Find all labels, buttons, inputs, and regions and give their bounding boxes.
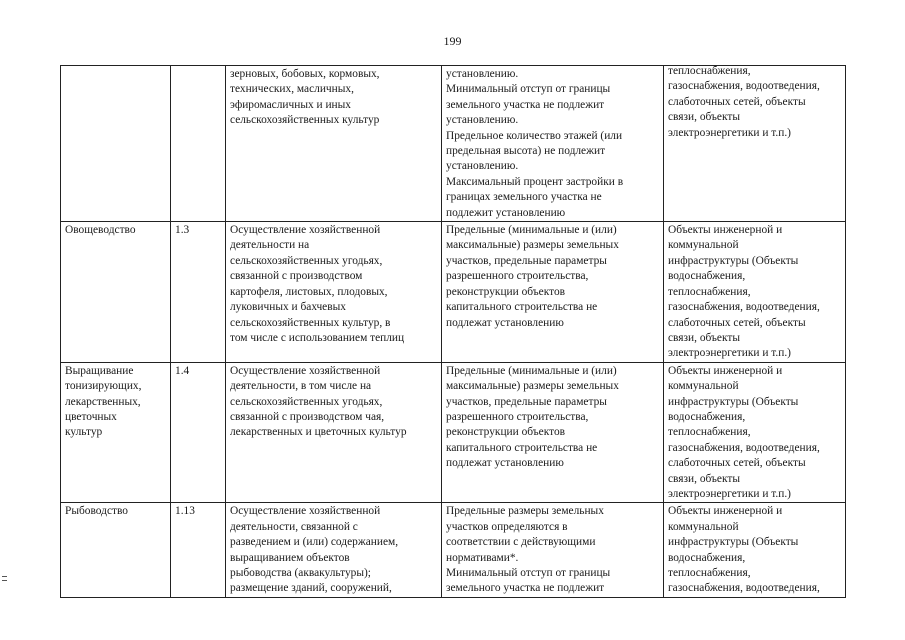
table-body xyxy=(61,66,846,598)
parameters-line: капитального строительства не xyxy=(446,441,598,454)
auxiliary-line: связи, объекты xyxy=(668,111,740,124)
auxiliary-uses-cell xyxy=(664,362,846,503)
auxiliary-line: водоснабжения, xyxy=(668,410,746,423)
parameters-line: Минимальный отступ от границы xyxy=(446,567,611,579)
auxiliary-uses-cell xyxy=(664,222,846,363)
parameters-line: Предельные размеры земельных xyxy=(446,505,604,518)
parameters-line: соответствии с действующими xyxy=(446,536,596,549)
description-line: зерновых, бобовых, кормовых, xyxy=(230,68,380,80)
description-line: Осуществление хозяйственной xyxy=(230,224,381,237)
parameters-line: реконструкции объектов xyxy=(446,285,566,298)
auxiliary-line: коммунальной xyxy=(668,239,739,252)
parameters-cell xyxy=(442,362,664,503)
auxiliary-line: газоснабжения, водоотведения, xyxy=(668,301,820,314)
auxiliary-line: Объекты инженерной и xyxy=(668,505,783,518)
auxiliary-line: газоснабжения, водоотведения, xyxy=(668,80,820,93)
parameters-line: предельная высота) не подлежит xyxy=(446,145,606,158)
use-name-line: лекарственных, xyxy=(65,395,141,408)
parameters-line: установлению. xyxy=(446,160,519,173)
description-line: эфиромасличных и иных xyxy=(230,98,351,111)
auxiliary-line: инфраструктуры (Объекты xyxy=(668,254,799,267)
use-description-cell xyxy=(226,503,442,597)
auxiliary-line: инфраструктуры (Объекты xyxy=(668,395,799,408)
description-line: деятельности, связанной с xyxy=(230,520,358,533)
use-description-cell xyxy=(226,66,442,222)
land-use-table xyxy=(60,65,846,598)
parameters-cell xyxy=(442,66,664,222)
auxiliary-uses-cell xyxy=(664,66,846,222)
description-line: связанной с производством чая, xyxy=(230,410,385,423)
parameters-line: участков, предельные параметры xyxy=(446,395,607,408)
parameters-line: максимальные) размеры земельных xyxy=(446,380,619,393)
description-line: выращиванием объектов xyxy=(230,551,350,564)
auxiliary-uses-cell xyxy=(664,503,846,597)
parameters-line: Предельное количество этажей (или xyxy=(446,129,623,142)
use-name-line: культур xyxy=(65,426,103,439)
parameters-line: реконструкции объектов xyxy=(446,426,566,439)
auxiliary-line: слаботочных сетей, объекты xyxy=(668,316,806,329)
auxiliary-line: теплоснабжения, xyxy=(668,567,751,579)
auxiliary-line: водоснабжения, xyxy=(668,551,746,564)
use-code-cell: 1.13 xyxy=(171,503,226,597)
description-line: Осуществление хозяйственной xyxy=(230,364,381,377)
description-line: том числе с использованием теплиц xyxy=(230,331,405,344)
auxiliary-line: газоснабжения, водоотведения, xyxy=(668,441,820,454)
auxiliary-line: теплоснабжения, xyxy=(668,426,751,439)
parameters-line: подлежит установлению xyxy=(446,206,566,219)
auxiliary-line: связи, объекты xyxy=(668,331,740,344)
parameters-cell xyxy=(442,503,664,597)
parameters-line: подлежат установлению xyxy=(446,457,564,470)
parameters-line: Минимальный отступ от границы xyxy=(446,83,611,96)
parameters-line: максимальные) размеры земельных xyxy=(446,239,619,252)
description-line: связанной с производством xyxy=(230,270,363,283)
parameters-line: границах земельного участка не xyxy=(446,191,602,204)
table-row xyxy=(61,222,846,363)
auxiliary-line: электроэнергетики и т.п.) xyxy=(668,126,791,139)
parameters-line: нормативами*. xyxy=(446,551,519,564)
description-line: сельскохозяйственных угодьях, xyxy=(230,395,383,408)
auxiliary-line: коммунальной xyxy=(668,380,739,393)
use-code-cell: 1.3 xyxy=(171,222,226,363)
parameters-line: Максимальный процент застройки в xyxy=(446,175,624,188)
table-row xyxy=(61,503,846,597)
use-name-line: тонизирующих, xyxy=(65,380,142,393)
parameters-line: участков, предельные параметры xyxy=(446,254,607,267)
description-line: рыбоводства (аквакультуры); xyxy=(230,567,371,579)
description-line: сельскохозяйственных культур, в xyxy=(230,316,391,329)
auxiliary-line: слаботочных сетей, объекты xyxy=(668,95,806,108)
use-name-cell xyxy=(61,222,171,363)
description-line: луковичных и бахчевых xyxy=(230,301,346,314)
use-name-line: цветочных xyxy=(65,410,117,423)
use-name-cell xyxy=(61,362,171,503)
parameters-line: участков определяются в xyxy=(446,520,568,533)
description-line: картофеля, листовых, плодовых, xyxy=(230,285,388,298)
description-line: деятельности на xyxy=(230,239,310,252)
parameters-line: установлению. xyxy=(446,68,519,80)
page-number: 199 xyxy=(443,34,462,48)
description-line: сельскохозяйственных культур xyxy=(230,114,380,127)
description-line: разведением и (или) содержанием, xyxy=(230,536,399,549)
parameters-line: Предельные (минимальные и (или) xyxy=(446,364,617,377)
description-line: размещение зданий, сооружений, xyxy=(230,582,392,595)
use-name-cell xyxy=(61,66,171,222)
description-line: технических, масличных, xyxy=(230,83,354,96)
description-line: лекарственных и цветочных культур xyxy=(230,426,407,439)
parameters-line: подлежат установлению xyxy=(446,316,564,329)
parameters-line: капитального строительства не xyxy=(446,301,598,314)
use-description-cell xyxy=(226,362,442,503)
description-line: деятельности, в том числе на xyxy=(230,380,372,393)
parameters-line: разрешенного строительства, xyxy=(446,410,589,423)
auxiliary-line: коммунальной xyxy=(668,520,739,533)
auxiliary-line: электроэнергетики и т.п.) xyxy=(668,347,791,360)
scan-margin-mark xyxy=(2,576,7,577)
use-code-cell xyxy=(171,66,226,222)
auxiliary-line: водоснабжения, xyxy=(668,270,746,283)
parameters-line: разрешенного строительства, xyxy=(446,270,589,283)
scan-margin-mark xyxy=(2,580,7,581)
parameters-line: земельного участка не подлежит xyxy=(446,582,605,595)
description-line: Осуществление хозяйственной xyxy=(230,505,381,518)
use-name-line: Рыбоводство xyxy=(65,505,128,518)
auxiliary-line: слаботочных сетей, объекты xyxy=(668,457,806,470)
use-name-line: Выращивание xyxy=(65,364,134,377)
table-row xyxy=(61,362,846,503)
auxiliary-line: Объекты инженерной и xyxy=(668,364,783,377)
use-description-cell xyxy=(226,222,442,363)
use-name-line: Овощеводство xyxy=(65,224,136,237)
auxiliary-line: теплоснабжения, xyxy=(668,285,751,298)
parameters-line: Предельные (минимальные и (или) xyxy=(446,224,617,237)
auxiliary-line: электроэнергетики и т.п.) xyxy=(668,487,791,500)
auxiliary-line: связи, объекты xyxy=(668,472,740,485)
parameters-line: установлению. xyxy=(446,114,519,127)
table-row xyxy=(61,66,846,222)
description-line: сельскохозяйственных угодьях, xyxy=(230,254,383,267)
parameters-cell xyxy=(442,222,664,363)
auxiliary-line: инфраструктуры (Объекты xyxy=(668,536,799,549)
use-name-cell xyxy=(61,503,171,597)
auxiliary-line: теплоснабжения, xyxy=(668,65,751,77)
auxiliary-line: Объекты инженерной и xyxy=(668,224,783,237)
parameters-line: земельного участка не подлежит xyxy=(446,98,605,111)
use-code-cell: 1.4 xyxy=(171,362,226,503)
auxiliary-line: газоснабжения, водоотведения, xyxy=(668,582,820,595)
